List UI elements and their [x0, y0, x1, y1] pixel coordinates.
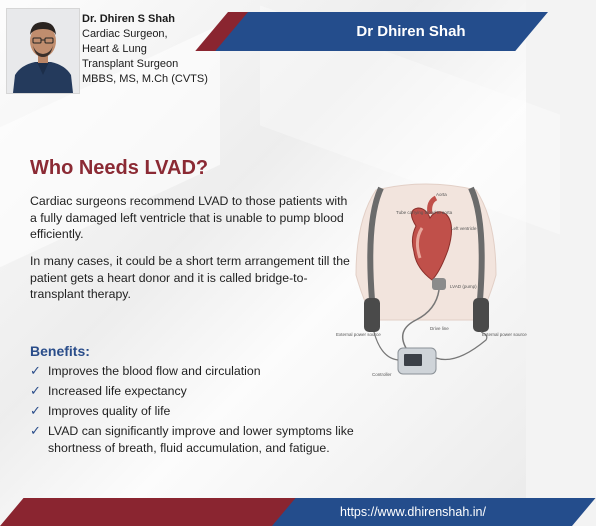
benefit-text: LVAD can significantly improve and lower symptoms like shortness of breath, fluid accumulation, and fatigue.: [48, 424, 354, 455]
illus-label: Aorta: [436, 192, 447, 197]
benefit-text: Improves the blood flow and circulation: [48, 364, 261, 378]
benefits-list: [30, 363, 380, 460]
check-icon: ✓: [30, 403, 41, 418]
illus-label: Drive line: [430, 326, 449, 331]
illus-label: External power source: [482, 332, 527, 337]
doctor-title-line: Transplant Surgeon: [82, 58, 179, 70]
paragraph-2: In many cases, it could be a short term arrangement till the patient gets a heart donor and it is called bridge-to-transplant therapy.: [30, 254, 350, 301]
doctor-degrees: MBBS, MS, M.Ch (CVTS): [82, 73, 208, 85]
check-icon: ✓: [30, 363, 41, 378]
doctor-info: [82, 12, 208, 87]
benefit-item: [30, 403, 380, 420]
benefit-text: Increased life expectancy: [48, 384, 187, 398]
illus-label: LVAD (pump): [450, 284, 477, 289]
benefit-text: Improves quality of life: [48, 404, 171, 418]
section-title: Who Needs LVAD?: [30, 157, 209, 179]
benefit-item: [30, 383, 380, 400]
benefit-item: [30, 423, 380, 456]
benefit-item: [30, 363, 380, 380]
doctor-portrait-icon: [7, 9, 79, 93]
doctor-photo: [6, 8, 80, 94]
doctor-name: Dr. Dhiren S Shah: [82, 13, 175, 25]
illus-label: Left ventricle: [451, 226, 477, 231]
paragraph-1: Cardiac surgeons recommend LVAD to those patients with a fully damaged left ventricle that is unable to pump blood efficiently.: [30, 194, 348, 241]
battery-right-icon: [473, 298, 489, 332]
doctor-title-line: Heart & Lung: [82, 43, 147, 55]
banner-title: Dr Dhiren Shah: [356, 23, 466, 40]
illus-label: Tube carrying blood to aorta: [396, 210, 453, 215]
doctor-title-line: Cardiac Surgeon,: [82, 28, 168, 40]
lvad-pump-icon: [432, 278, 446, 290]
lvad-illustration: [336, 180, 527, 400]
battery-left-icon: [364, 298, 380, 332]
check-icon: ✓: [30, 383, 41, 398]
benefits-title: Benefits:: [30, 343, 90, 359]
check-icon: ✓: [30, 423, 41, 438]
website-link[interactable]: https://www.dhirenshah.in/: [340, 505, 486, 519]
illus-label: External power source: [336, 332, 381, 337]
illus-label: Controller: [372, 372, 392, 377]
